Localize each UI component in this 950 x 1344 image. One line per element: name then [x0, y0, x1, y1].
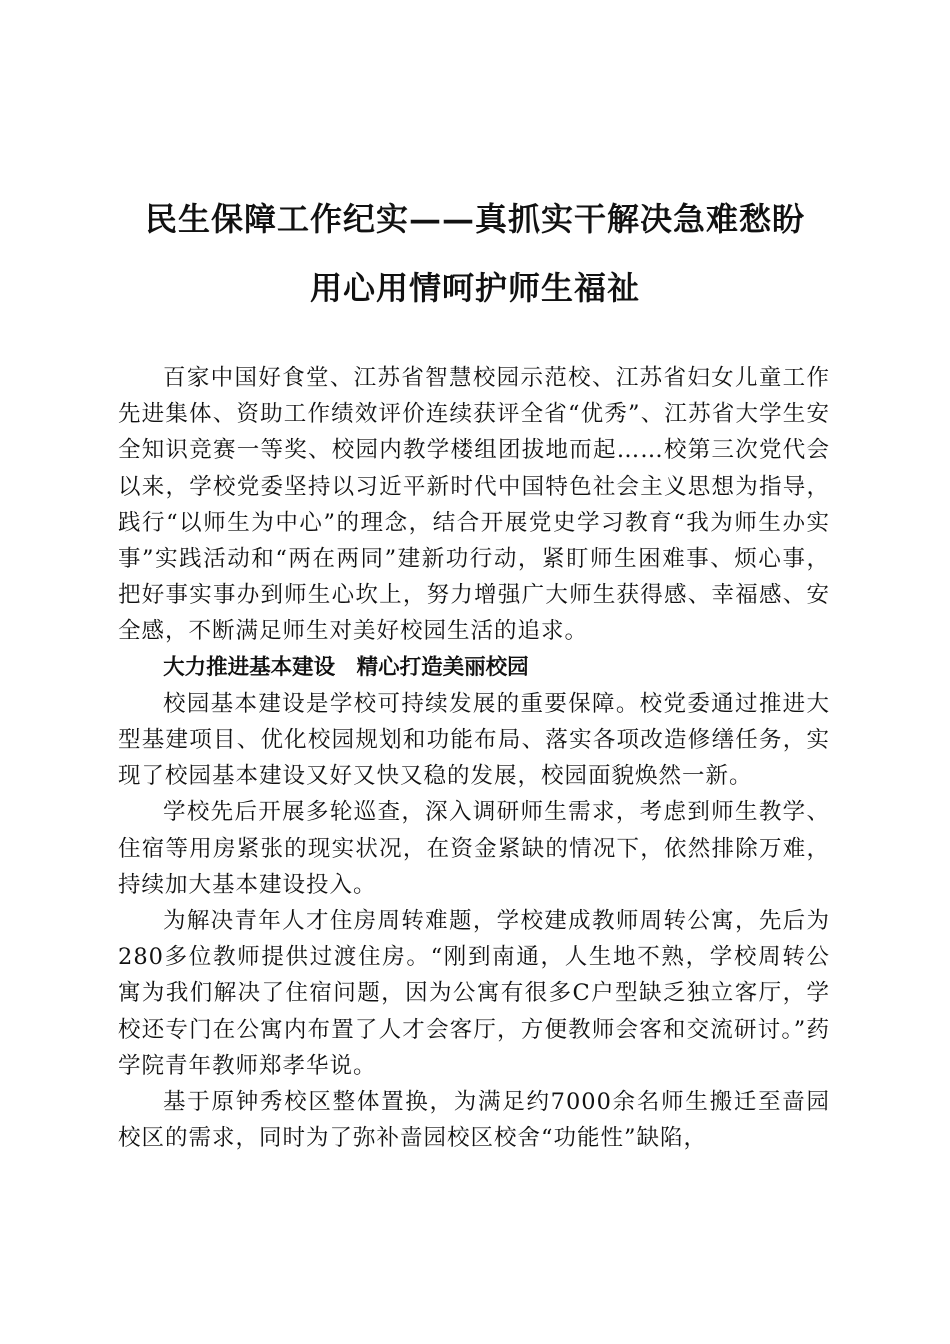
title-line-1: 民生保障工作纪实——真抓实干解决急难愁盼 — [144, 200, 805, 238]
intro-paragraph: 百家中国好食堂、江苏省智慧校园示范校、江苏省妇女儿童工作先进集体、资助工作绩效评价连续获评全省“优秀”、江苏省大学生安全知识竞赛一等奖、校园内教学楼组团拔地而起……校第三次党代会以来，学校党委坚持以习近平新时代中国特色社会主义思想为指导，践行“以师生为中心”的理念，结合开展党史学习教育“我为师生办实事”实践活动和“两在两同”建新功行动，紧盯师生困难事、烦心事，把好事实事办到师生心坎上，努力增强广大师生获得感、幸福感、安全感，不断满足师生对美好校园生活的追求。 — [118, 365, 830, 645]
document-body — [118, 360, 830, 1156]
section-paragraph-3: 为解决青年人才住房周转难题，学校建成教师周转公寓，先后为280多位教师提供过渡住房。“刚到南通，人生地不熟，学校周转公寓为我们解决了住宿问题，因为公寓有很多C户型缺乏独立客厅，学校还专门在公寓内布置了人才会客厅，方便教师会客和交流研讨。”药学院青年教师郑孝华说。 — [118, 908, 830, 1079]
title-line-2: 用心用情呵护师生福祉 — [309, 269, 640, 307]
section-paragraph-4: 基于原钟秀校区整体置换，为满足约7000余名师生搬迁至啬园校区的需求，同时为了弥补啬园校区校舍“功能性”缺陷， — [118, 1089, 830, 1152]
section-heading: 大力推进基本建设 精心打造美丽校园 — [163, 654, 529, 680]
section-paragraph-1: 校园基本建设是学校可持续发展的重要保障。校党委通过推进大型基建项目、优化校园规划和功能布局、落实各项改造修缮任务，实现了校园基本建设又好又快又稳的发展，校园面貌焕然一新。 — [118, 690, 830, 790]
section-paragraph-2: 学校先后开展多轮巡查，深入调研师生需求，考虑到师生教学、住宿等用房紧张的现实状况，在资金紧缺的情况下，依然排除万难，持续加大基本建设投入。 — [118, 799, 830, 898]
